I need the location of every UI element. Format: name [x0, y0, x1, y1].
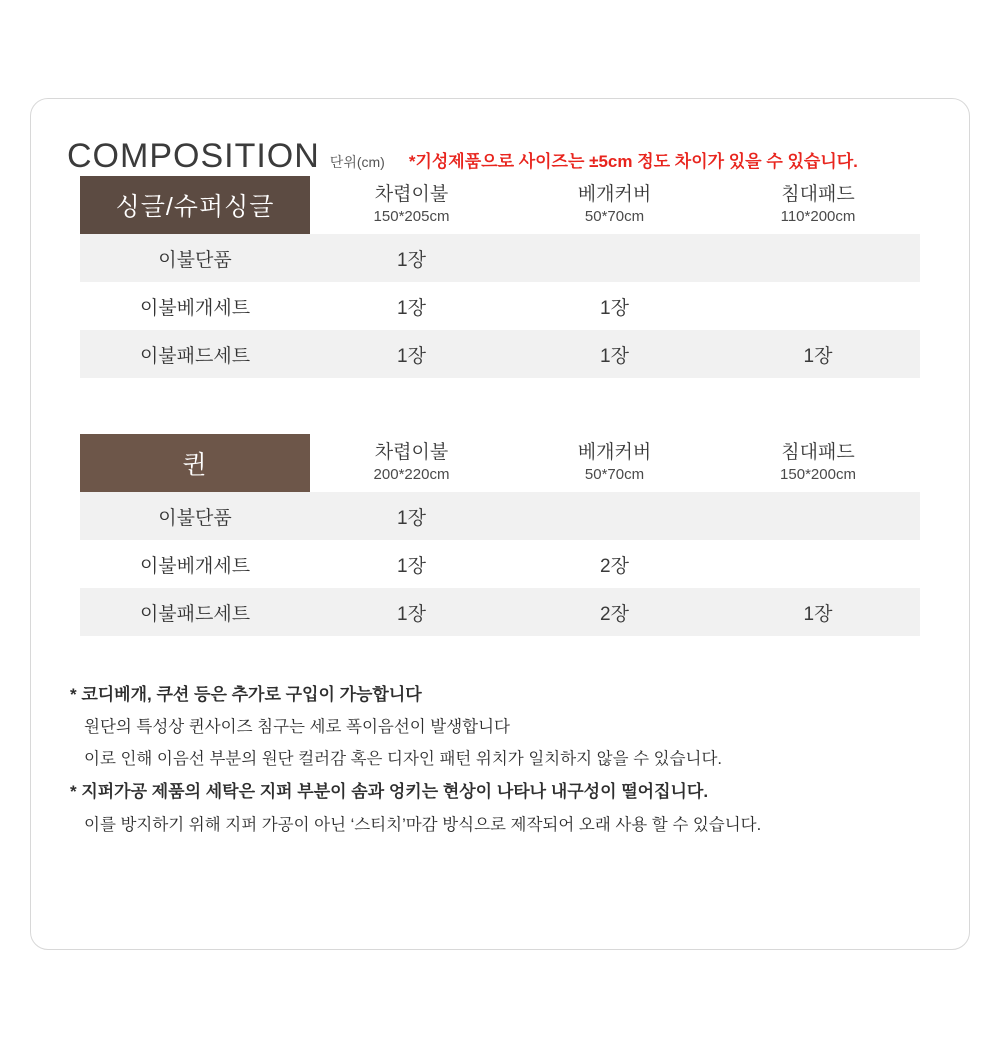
single-table-block — [80, 176, 920, 378]
table-row — [80, 588, 920, 636]
notes-section — [70, 636, 930, 841]
row-cell — [716, 492, 920, 540]
column-name: 베개커버 — [577, 441, 652, 463]
row-cell — [513, 492, 716, 540]
page-title: COMPOSITION — [67, 137, 320, 175]
table-row — [80, 234, 920, 282]
row-cell: 1장 — [397, 297, 426, 319]
row-label: 이불단품 — [80, 492, 310, 540]
note-line: 원단의 특성상 퀸사이즈 침구는 세로 폭이음선이 발생합니다 — [84, 718, 510, 737]
row-cell: 1장 — [310, 234, 513, 282]
note-line: 이를 방지하기 위해 지퍼 가공이 아닌 ‘스티치’마감 방식으로 제작되어 오래 사용 할 수 있습니다. — [84, 815, 762, 834]
category-header-single: 싱글/슈퍼싱글 — [80, 176, 310, 234]
composition-card — [30, 98, 970, 950]
category-header-queen: 퀸 — [80, 434, 310, 492]
size-notice: *기성제품으로 사이즈는 ±5cm 정도 차이가 있을 수 있습니다. — [408, 152, 858, 171]
column-size: 200*220cm — [373, 465, 450, 483]
column-header — [310, 176, 513, 234]
column-header — [716, 176, 920, 234]
composition-table-queen — [80, 434, 920, 636]
row-label: 이불패드세트 — [80, 330, 310, 378]
row-cell — [716, 282, 920, 330]
row-cell: 1장 — [716, 330, 920, 378]
row-label: 이불베개세트 — [139, 555, 251, 577]
row-label: 이불단품 — [80, 234, 310, 282]
column-header — [513, 434, 716, 492]
row-cell — [513, 234, 716, 282]
queen-table-block — [80, 434, 920, 636]
note-line: 이로 인해 이음선 부분의 원단 컬러감 혹은 디자인 패턴 위치가 일치하지 않을 수 있습니다. — [84, 750, 722, 769]
row-cell — [716, 234, 920, 282]
row-cell: 1장 — [600, 297, 629, 319]
row-cell: 2장 — [600, 555, 629, 577]
row-cell: 1장 — [310, 588, 513, 636]
column-size: 50*70cm — [584, 207, 645, 225]
table-row — [80, 492, 920, 540]
row-cell: 1장 — [397, 555, 426, 577]
table-row — [80, 282, 920, 330]
row-cell: 1장 — [310, 492, 513, 540]
unit-label: 단위(cm) — [329, 154, 385, 170]
table-gap — [31, 378, 969, 434]
column-size: 50*70cm — [584, 465, 645, 483]
note-line: * 지퍼가공 제품의 세탁은 지퍼 부분이 솜과 엉키는 현상이 나타나 내구성이 떨어집니다. — [70, 782, 709, 802]
row-cell: 2장 — [513, 588, 716, 636]
column-header — [310, 434, 513, 492]
row-cell: 1장 — [716, 588, 920, 636]
row-cell: 1장 — [310, 330, 513, 378]
column-name: 차렵이불 — [374, 183, 449, 205]
column-header — [513, 176, 716, 234]
row-label: 이불베개세트 — [139, 297, 251, 319]
column-name: 침대패드 — [781, 441, 855, 463]
row-cell — [716, 540, 920, 588]
column-name: 베개커버 — [577, 183, 652, 205]
column-size: 150*200cm — [780, 465, 856, 483]
column-header — [716, 434, 920, 492]
column-size: 150*205cm — [373, 207, 450, 225]
column-size: 110*200cm — [780, 207, 856, 225]
table-header-row — [80, 176, 920, 234]
row-label: 이불패드세트 — [80, 588, 310, 636]
table-row — [80, 330, 920, 378]
table-header-row — [80, 434, 920, 492]
table-row — [80, 540, 920, 588]
column-name: 차렵이불 — [374, 441, 449, 463]
composition-table-single — [80, 176, 920, 378]
column-name: 침대패드 — [781, 183, 855, 205]
card-header — [31, 99, 969, 176]
row-cell: 1장 — [513, 330, 716, 378]
note-line: * 코디베개, 쿠션 등은 추가로 구입이 가능합니다 — [70, 685, 422, 704]
